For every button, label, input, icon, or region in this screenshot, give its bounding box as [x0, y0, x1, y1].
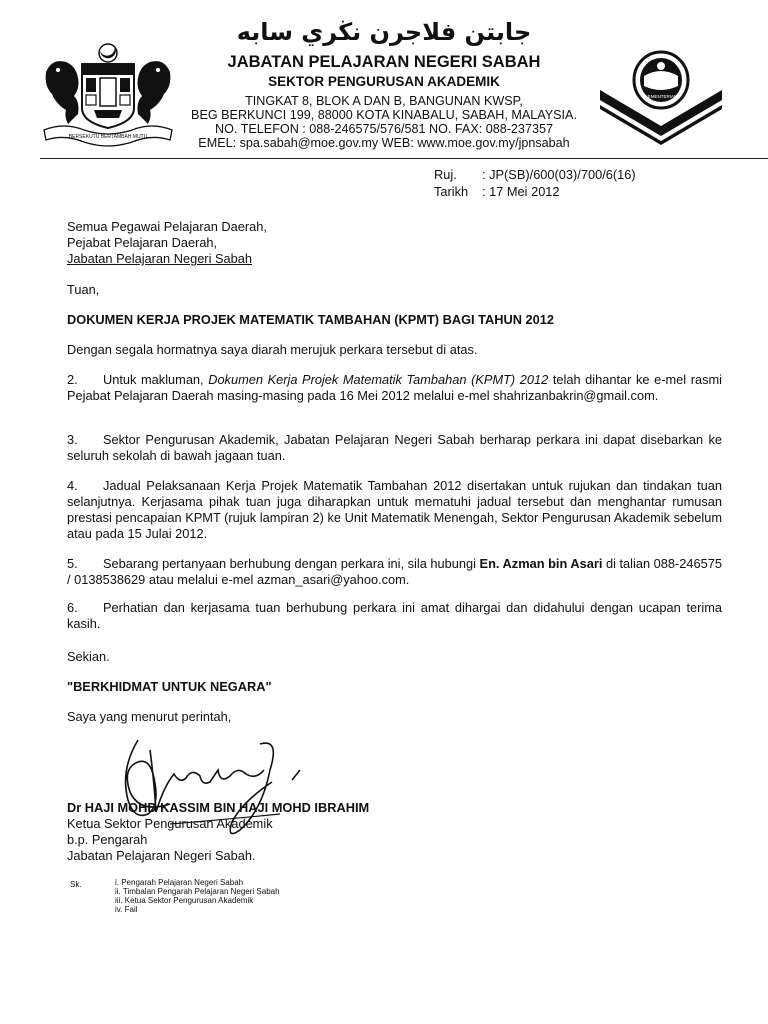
paragraph-2: 2. Untuk makluman, Dokumen Kerja Projek Matematik Tambahan (KPMT) 2012 telah dihantar ke e-mel rasmi Pejabat Pelajaran Daerah masing-masing pada 16 Mei 2012 melalui e-mel shahrizanbakrin@gmail.com. — [67, 372, 723, 403]
cc-item-3: iii. Ketua Sektor Pengurusan Akademik — [115, 896, 254, 905]
address-line-2: BEG BERKUNCI 199, 88000 KOTA KINABALU, SABAH, MALAYSIA. — [191, 108, 577, 122]
header-divider — [40, 158, 768, 159]
department-name: JABATAN PELAJARAN NEGERI SABAH — [227, 53, 541, 71]
tarikh-value: : 17 Mei 2012 — [482, 184, 560, 199]
svg-text:BERSEKUTU BERTAMBAH MUTU: BERSEKUTU BERTAMBAH MUTU — [68, 134, 148, 140]
reference-number — [434, 167, 636, 182]
paragraph-5: 5. Sebarang pertanyaan berhubung dengan perkara ini, sila hubungi En. Azman bin Asari di talian 088-246575 / 0138538629 atau melalui e-mel azman_asari@yahoo.com. — [67, 556, 722, 587]
jawi-department-title: جابتن فلاجرن نڬري سابه — [236, 18, 532, 46]
signatory-bp: b.p. Pengarah — [67, 832, 148, 847]
salutation: Tuan, — [67, 282, 100, 297]
paragraph-4: 4. Jadual Pelaksanaan Kerja Projek Matematik Tambahan 2012 disertakan untuk rujukan dan tindakan tuan selanjutnya. Kerjasama pihak tuan juga diharapkan untuk mematuhi jadual tersebut dan menghantar rumusan prestasi pencapaian KPMT (rujuk lampiran 2) ke Unit Matematik Menengah, Sektor Pengurusan Akademik sebelum atau pada 15 Julai 2012. — [67, 478, 722, 541]
cc-item-1: i. Pengarah Pelajaran Negeri Sabah — [115, 878, 244, 887]
paragraph-1: Dengan segala hormatnya saya diarah merujuk perkara tersebut di atas. — [67, 342, 478, 357]
contact-email-web: EMEL: spa.sabah@moe.gov.my WEB: www.moe.gov.my/jpnsabah — [198, 136, 570, 150]
address-line-1: TINGKAT 8, BLOK A DAN B, BANGUNAN KWSP, — [245, 94, 523, 108]
sector-name: SEKTOR PENGURUSAN AKADEMIK — [268, 74, 500, 89]
closing-order: Saya yang menurut perintah, — [67, 709, 232, 724]
paragraph-3: 3. Sektor Pengurusan Akademik, Jabatan Pelajaran Negeri Sabah berharap perkara ini dapat disebarkan ke seluruh sekolah di bawah jagaan tuan. — [67, 432, 722, 463]
signatory-title: Ketua Sektor Pengurusan Akademik — [67, 816, 273, 831]
ruj-value: : JP(SB)/600(03)/700/6(16) — [482, 167, 636, 182]
svg-text:KEMENTERIAN: KEMENTERIAN — [644, 94, 678, 99]
ruj-label: Ruj. — [434, 167, 457, 182]
recipient-line-3: Jabatan Pelajaran Negeri Sabah — [67, 251, 252, 266]
cc-label: Sk. — [70, 880, 82, 889]
signatory-name: Dr HAJI MOHD KASSIM BIN HAJI MOHD IBRAHIM — [67, 800, 370, 815]
reference-date — [434, 184, 560, 199]
closing-motto: "BERKHIDMAT UNTUK NEGARA" — [67, 679, 272, 694]
contact-phone-fax: NO. TELEFON : 088-246575/576/581 NO. FAX: 088-237357 — [215, 122, 553, 136]
cc-item-4: iv. Fail — [115, 905, 138, 914]
letter-subject: DOKUMEN KERJA PROJEK MATEMATIK TAMBAHAN (KPMT) BAGI TAHUN 2012 — [67, 312, 554, 327]
tarikh-label: Tarikh — [434, 184, 469, 199]
recipient-line-1: Semua Pegawai Pelajaran Daerah, — [67, 219, 267, 234]
closing-sekian: Sekian. — [67, 649, 110, 664]
paragraph-6: 6. Perhatian dan kerjasama tuan berhubung perkara ini amat dihargai dan didahului dengan ucapan terima kasih. — [67, 600, 722, 631]
recipient-line-2: Pejabat Pelajaran Daerah, — [67, 235, 218, 250]
signatory-org: Jabatan Pelajaran Negeri Sabah. — [67, 848, 256, 863]
cc-item-2: ii. Timbalan Pengarah Pelajaran Negeri Sabah — [115, 887, 280, 896]
